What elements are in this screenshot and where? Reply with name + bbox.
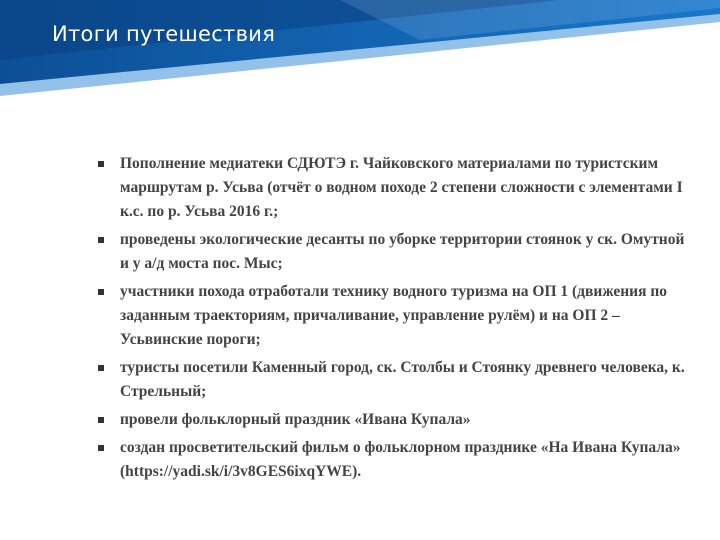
bullet-item-1 [98, 152, 688, 224]
square-bullet-icon [98, 365, 104, 371]
bullet-text-5: провели фольклорный праздник «Ивана Купала» [120, 411, 471, 428]
square-bullet-icon [98, 289, 104, 295]
bullet-text-4: туристы посетили Каменный город, ск. Столбы и Стоянку древнего человека, к. Стрельный; [120, 359, 685, 400]
bullet-text-2: проведены экологические десанты по уборке территории стоянок у ск. Омутной и у а/д моста пос. Мыс; [120, 231, 685, 272]
square-bullet-icon [98, 445, 104, 451]
slide-title: Итоги путешествия [52, 22, 276, 46]
square-bullet-icon [98, 237, 104, 243]
bullet-item-4 [98, 356, 688, 404]
bullet-list [98, 152, 688, 488]
square-bullet-icon [98, 161, 104, 167]
bullet-item-5 [98, 408, 688, 432]
bullet-item-6 [98, 436, 688, 484]
bullet-text-3: участники похода отработали технику водного туризма на ОП 1 (движения по заданным траекториям, причаливание, управление рулём) и на ОП 2 – Усьвинские пороги; [120, 283, 668, 348]
bullet-item-3 [98, 280, 688, 352]
bullet-text-6: создан просветительский фильм о фольклорном празднике «На Ивана Купала» (https://yadi.sk/i/3v8GES6ixqYWE). [120, 439, 681, 480]
square-bullet-icon [98, 417, 104, 423]
bullet-item-2 [98, 228, 688, 276]
bullet-text-1: Пополнение медиатеки СДЮТЭ г. Чайковского материалами по туристским маршрутам р. Усьва (отчёт о водном походе 2 степени сложности с элементами I к.с. по р. Усьва 2016 г.; [120, 155, 683, 220]
